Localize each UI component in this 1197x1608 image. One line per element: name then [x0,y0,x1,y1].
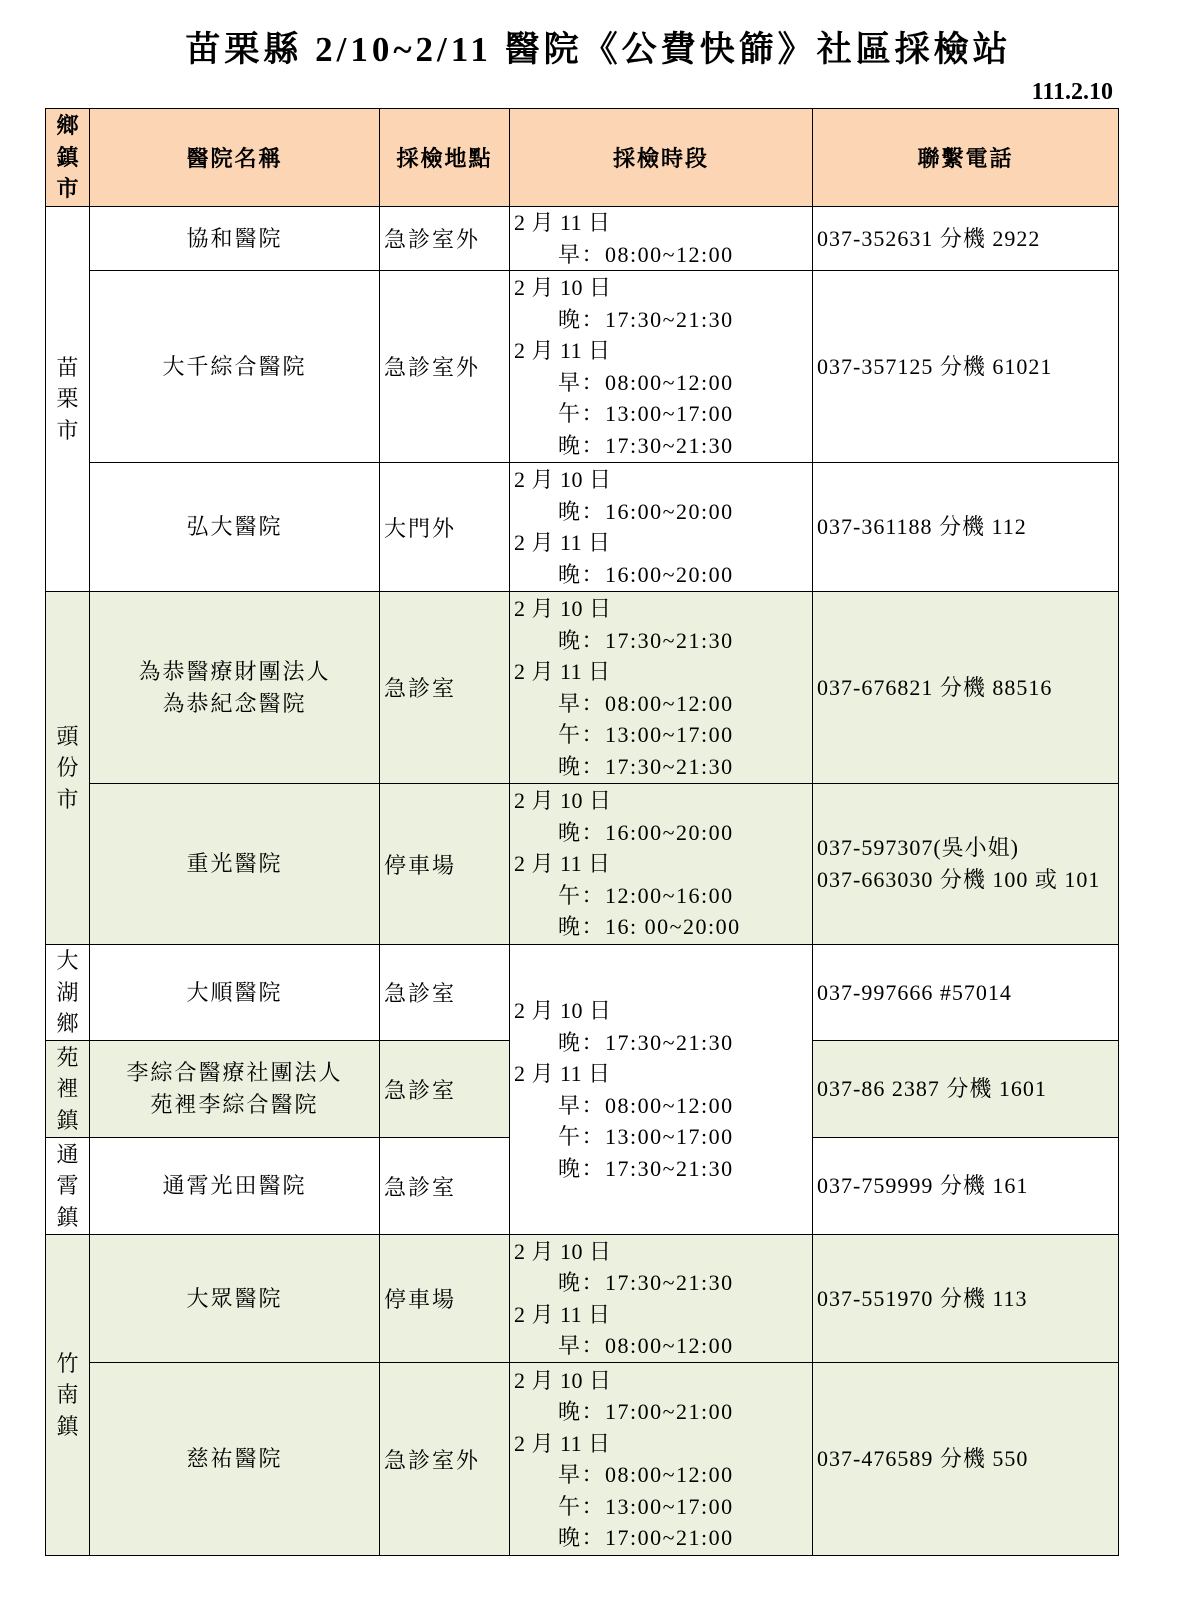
time-slot: 午：12:00~16:00 [558,882,734,908]
time-slot: 早：08:00~12:00 [558,369,734,395]
hospital-name-cell [90,592,380,784]
phone-cell [813,207,1119,271]
time-slot: 晚：16: 00~20:00 [558,914,741,940]
date-label: 2 月 11 日 [514,851,611,877]
time-cell [510,271,813,463]
header-hospital: 醫院名稱 [90,109,380,207]
location-cell: 急診室 [380,945,510,1041]
date-label: 2 月 11 日 [514,1061,611,1086]
page-title: 苗栗縣 2/10~2/11 醫院《公費快篩》社區採檢站 [185,30,1012,69]
table-row [46,207,1119,271]
hospital-name: 通霄光田醫院 [162,1173,307,1198]
hospital-name-cell [90,945,380,1041]
town-cell [46,1041,90,1138]
header-phone: 聯繫電話 [813,109,1119,207]
date-label: 2 月 10 日 [514,1238,612,1264]
town-name: 苗栗市 [56,354,79,443]
shared-time-cell [510,945,813,1235]
time-slot: 早：08:00~12:00 [558,1092,734,1118]
phone-cell [813,463,1119,592]
time-slot: 晚：17:30~21:30 [558,1270,734,1295]
phone-number: 037-352631 分機 2922 [817,225,1041,251]
time-slot: 晚：17:30~21:30 [558,432,734,458]
date-label: 2 月 11 日 [514,530,611,555]
phone-number: 037-476589 分機 550 [817,1446,1029,1471]
phone-cell [813,784,1119,945]
town-cell [46,1138,90,1235]
document-date: 111.2.10 [1031,79,1113,105]
phone-number: 037-759999 分機 161 [817,1173,1029,1198]
hospital-name: 弘大醫院 [186,514,283,539]
header-town-label: 鄉鎮市 [56,113,79,202]
time-slot: 早：08:00~12:00 [558,1333,734,1358]
phone-number: 037-676821 分機 88516 [817,674,1053,700]
location-cell: 急診室 [380,592,510,784]
location-cell: 急診室外 [380,1363,510,1556]
time-cell [510,592,813,784]
table-row [46,784,1119,945]
hospital-name: 大千綜合醫院 [162,353,307,379]
time-slot: 晚：17:30~21:30 [558,1029,734,1055]
date-label: 2 月 11 日 [514,338,611,363]
date-label: 2 月 10 日 [514,596,612,621]
date-label: 2 月 11 日 [514,1430,611,1456]
time-slot: 晚：16:00~20:00 [558,561,734,587]
table-row [46,1363,1119,1556]
time-cell [510,1363,813,1556]
phone-number: 037-551970 分機 113 [817,1285,1028,1311]
phone-number: 037-597307(吳小姐) [817,835,1019,860]
time-slot: 午：13:00~17:00 [558,722,734,747]
hospital-name: 重光醫院 [186,851,283,876]
hospital-name: 慈祐醫院 [186,1446,283,1471]
header-town [46,109,90,207]
table-row [46,592,1119,784]
time-slot: 晚：17:00~21:00 [558,1399,734,1424]
hospital-name: 為恭醫療財團法人 [138,658,331,684]
time-cell [510,784,813,945]
phone-number: 037-997666 #57014 [817,979,1012,1005]
testing-station-table [45,108,1119,1556]
table-row [46,945,1119,1041]
town-cell [46,1235,90,1556]
phone-number: 037-86 2387 分機 1601 [817,1076,1047,1101]
date-label: 2 月 10 日 [514,467,612,492]
date-label: 2 月 10 日 [514,1367,612,1393]
date-label: 2 月 10 日 [514,998,612,1023]
hospital-name: 大眾醫院 [186,1285,283,1311]
town-name: 大湖鄉 [56,948,79,1037]
hospital-name-cell [90,463,380,592]
date-label: 2 月 11 日 [514,1301,611,1327]
time-cell [510,1235,813,1363]
time-slot: 晚：16:00~20:00 [558,498,734,524]
phone-cell [813,592,1119,784]
time-slot: 晚：16:00~20:00 [558,819,734,845]
table-row [46,271,1119,463]
hospital-name-cell [90,207,380,271]
phone-cell [813,1138,1119,1235]
town-cell [46,945,90,1041]
hospital-name: 李綜合醫療社團法人 [126,1060,343,1085]
date-label: 2 月 11 日 [514,659,611,684]
location-cell: 停車場 [380,1235,510,1363]
phone-cell [813,271,1119,463]
table-row [46,463,1119,592]
location-cell: 停車場 [380,784,510,945]
hospital-name-cell [90,271,380,463]
time-slot: 晚：17:30~21:30 [558,753,734,779]
location-cell: 急診室 [380,1041,510,1138]
date-label: 2 月 10 日 [514,788,612,814]
time-slot: 早：08:00~12:00 [558,1462,734,1487]
time-cell [510,207,813,271]
hospital-name-cell [90,1235,380,1363]
time-slot: 晚：17:30~21:30 [558,1155,734,1181]
location-cell: 急診室外 [380,207,510,271]
location-cell: 急診室 [380,1138,510,1235]
hospital-name-cell [90,1138,380,1235]
phone-cell [813,1041,1119,1138]
town-name: 竹南鎮 [56,1350,79,1439]
time-slot: 午：13:00~17:00 [558,401,734,426]
town-name: 苑裡鎮 [56,1044,79,1133]
date-label: 2 月 11 日 [514,210,611,235]
phone-number: 037-361188 分機 112 [817,514,1027,539]
time-slot: 晚：17:30~21:30 [558,306,734,332]
time-slot: 早：08:00~12:00 [558,241,734,267]
phone-number: 037-357125 分機 61021 [817,353,1053,379]
location-cell: 急診室外 [380,271,510,463]
hospital-name: 苑裡李綜合醫院 [150,1092,319,1117]
phone-number: 037-663030 分機 100 或 101 [817,867,1101,892]
time-slot: 午：13:00~17:00 [558,1493,734,1519]
town-cell [46,592,90,945]
hospital-name-cell [90,1363,380,1556]
date-label: 2 月 10 日 [514,275,612,300]
table-row [46,1235,1119,1363]
time-slot: 午：13:00~17:00 [558,1124,734,1149]
header-time: 採檢時段 [510,109,813,207]
time-slot: 早：08:00~12:00 [558,690,734,716]
phone-cell [813,1235,1119,1363]
header-row [46,109,1119,207]
town-name: 通霄鎮 [56,1141,79,1230]
town-cell [46,207,90,592]
hospital-name: 為恭紀念醫院 [162,690,307,716]
time-cell [510,463,813,592]
town-name: 頭份市 [56,723,79,812]
phone-cell [813,945,1119,1041]
hospital-name-cell [90,784,380,945]
time-slot: 晚：17:30~21:30 [558,627,734,653]
location-cell: 大門外 [380,463,510,592]
hospital-name-cell [90,1041,380,1138]
hospital-name: 大順醫院 [186,979,283,1005]
time-slot: 晚：17:00~21:00 [558,1525,734,1550]
phone-cell [813,1363,1119,1556]
header-location: 採檢地點 [380,109,510,207]
hospital-name: 協和醫院 [186,225,283,251]
